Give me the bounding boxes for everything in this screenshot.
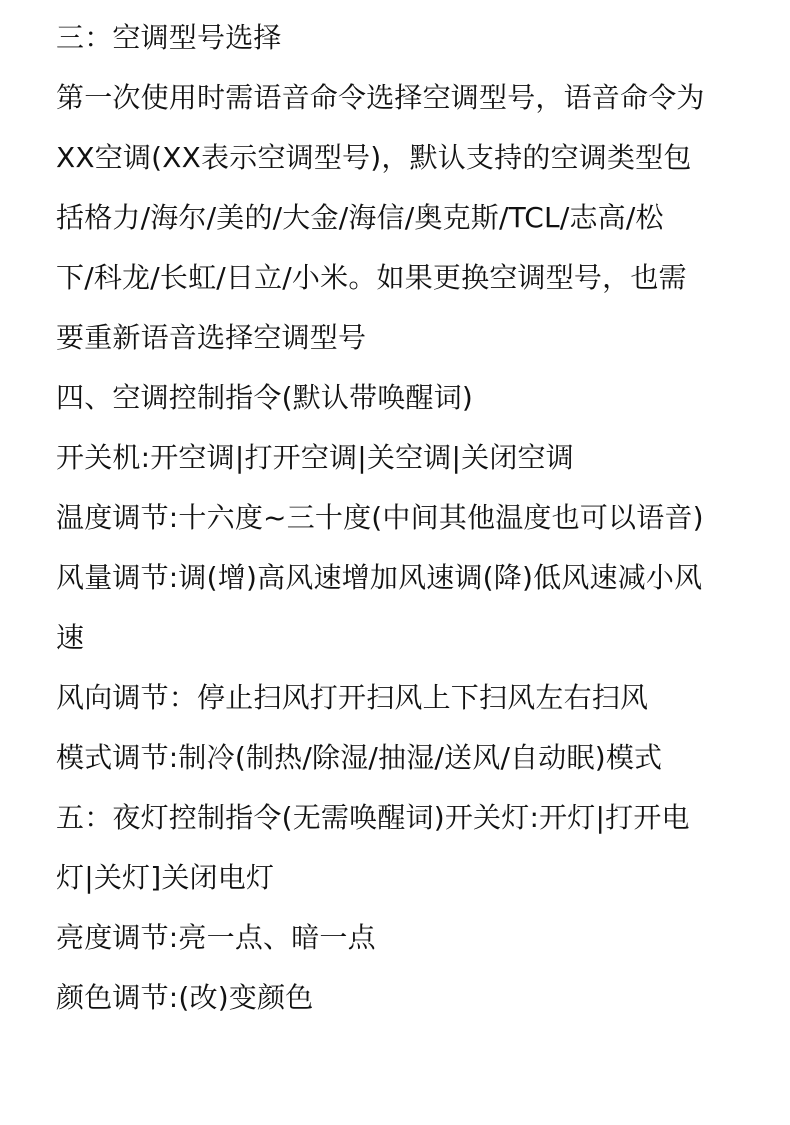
command-line-color: 颜色调节:(改)变颜色 [56,981,314,1014]
section-heading-ac-model: 三：空调型号选择 [56,21,282,54]
paragraph-line: 第一次使用时需语音命令选择空调型号，语音命令为 [56,81,705,114]
command-line-wind-direction: 风向调节：停止扫风打开扫风上下扫风左右扫风 [56,681,649,714]
command-line-brightness: 亮度调节:亮一点、暗一点 [56,921,376,954]
command-line-light-power-cont: 灯|关灯]关闭电灯 [56,861,275,894]
command-line-fan-speed: 风量调节:调(增)高风速增加风速调(降)低风速减小风 [56,561,703,594]
paragraph-line: XX空调(XX表示空调型号)，默认支持的空调类型包 [56,141,692,174]
command-line-power: 开关机:开空调|打开空调|关空调|关闭空调 [56,441,574,474]
section-heading-night-light: 五：夜灯控制指令(无需唤醒词)开关灯:开灯|打开电 [56,801,690,834]
paragraph-line: 括格力/海尔/美的/大金/海信/奥克斯/TCL/志高/松 [56,201,664,234]
command-line-mode: 模式调节:制冷(制热/除湿/抽湿/送风/自动眠)模式 [56,741,663,774]
paragraph-line: 要重新语音选择空调型号 [56,321,367,354]
command-line-fan-speed-cont: 速 [56,621,85,654]
paragraph-line: 下/科龙/长虹/日立/小米。如果更换空调型号，也需 [56,261,687,294]
command-line-temperature: 温度调节:十六度~三十度(中间其他温度也可以语音) [56,501,704,534]
section-heading-ac-control: 四、空调控制指令(默认带唤醒词) [56,381,474,414]
